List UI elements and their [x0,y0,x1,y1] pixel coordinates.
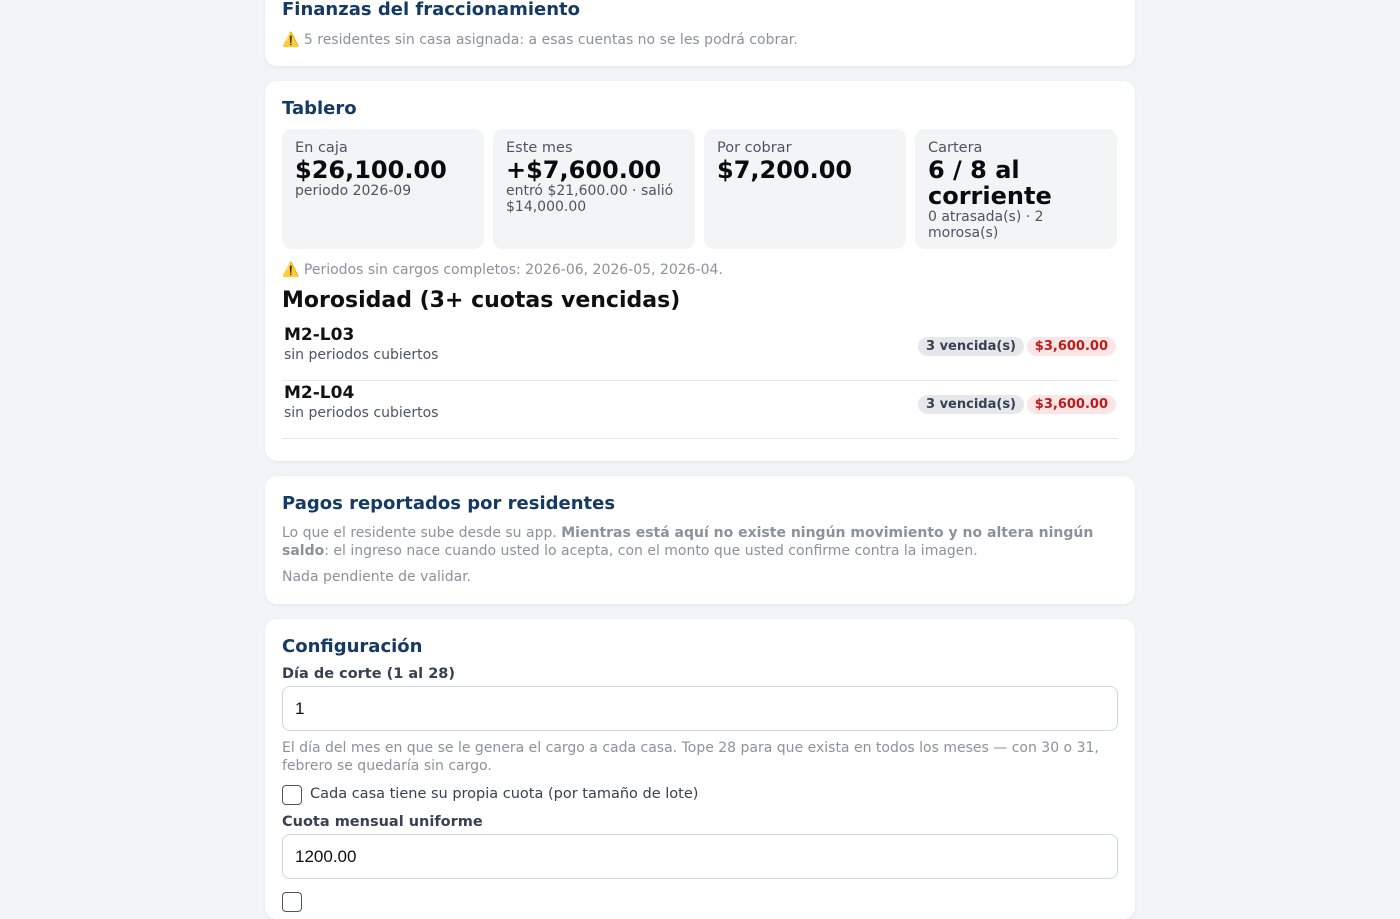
cuota-input[interactable]: 1200.00 [282,834,1118,879]
stat-value: $7,200.00 [717,156,853,184]
stat-en-caja [282,129,484,249]
pagos-desc-bold: Mientras está aquí no existe ningún movimiento y no altera ningún saldo [282,525,1094,559]
pagos-description [282,524,1112,560]
warning-text: 5 residentes sin casa asignada: a esas cuentas no se les podrá cobrar. [303,32,798,48]
morosidad-row[interactable] [282,381,1118,439]
house-id: M2-L03 [284,325,355,345]
unassigned-residents-warning [282,31,798,49]
own-fee-label[interactable]: Cada casa tiene su propia cuota (por tamaño de lote) [310,786,699,802]
amount-badge: $3,600.00 [1027,337,1116,356]
finanzas-card [265,0,1135,66]
tablero-title: Tablero [282,98,357,119]
stat-cartera [915,129,1117,249]
corte-help: El día del mes en que se le genera el cargo a cada casa. Tope 28 para que exista en todos los meses — con 30 o 31, febrero se quedaría sin cargo. [282,740,1099,774]
config-card [265,619,1135,919]
amount-badge: $3,600.00 [1027,395,1116,414]
tablero-card [265,81,1135,461]
overdue-badge: 3 vencida(s) [918,337,1024,356]
house-coverage: sin periodos cubiertos [284,347,439,363]
house-id: M2-L04 [284,383,355,403]
pagos-desc-start: Lo que el residente sube desde su app. [282,525,562,541]
morosidad-row[interactable] [282,323,1118,381]
stat-label: Por cobrar [717,140,792,156]
corte-label: Día de corte (1 al 28) [282,666,455,682]
stat-por-cobrar [704,129,906,249]
stat-value: 6 / 8 al corriente [928,156,1052,210]
stat-value: +$7,600.00 [506,156,662,184]
own-fee-checkbox[interactable] [282,785,302,805]
warning-icon: ⚠️ [282,262,300,278]
stat-label: Este mes [506,140,573,156]
cuota-label: Cuota mensual uniforme [282,814,483,830]
overdue-badge: 3 vencida(s) [918,395,1024,414]
config-title: Configuración [282,636,423,657]
stat-sub: entró $21,600.00 · salió $14,000.00 [506,183,674,215]
morosidad-title: Morosidad (3+ cuotas vencidas) [282,288,681,313]
periods-warning-text: Periodos sin cargos completos: 2026-06, 2026-05, 2026-04. [303,262,723,278]
stat-sub: 0 atrasada(s) · 2 morosa(s) [928,209,1044,241]
warning-icon: ⚠️ [282,32,300,48]
next-checkbox[interactable] [282,892,302,912]
stat-label: Cartera [928,140,983,156]
stat-este-mes [493,129,695,249]
periods-warning [282,261,723,279]
pagos-desc-end: : el ingreso nace cuando usted lo acepta, con el monto que usted confirme contra la imagen. [324,543,978,559]
pagos-card [265,476,1135,604]
pagos-empty-state: Nada pendiente de validar. [282,569,472,585]
finanzas-title: Finanzas del fraccionamiento [282,0,580,20]
stat-value: $26,100.00 [295,156,447,184]
house-coverage: sin periodos cubiertos [284,405,439,421]
stat-sub: periodo 2026-09 [295,183,412,199]
pagos-title: Pagos reportados por residentes [282,493,616,514]
stat-label: En caja [295,140,348,156]
corte-input[interactable]: 1 [282,686,1118,731]
